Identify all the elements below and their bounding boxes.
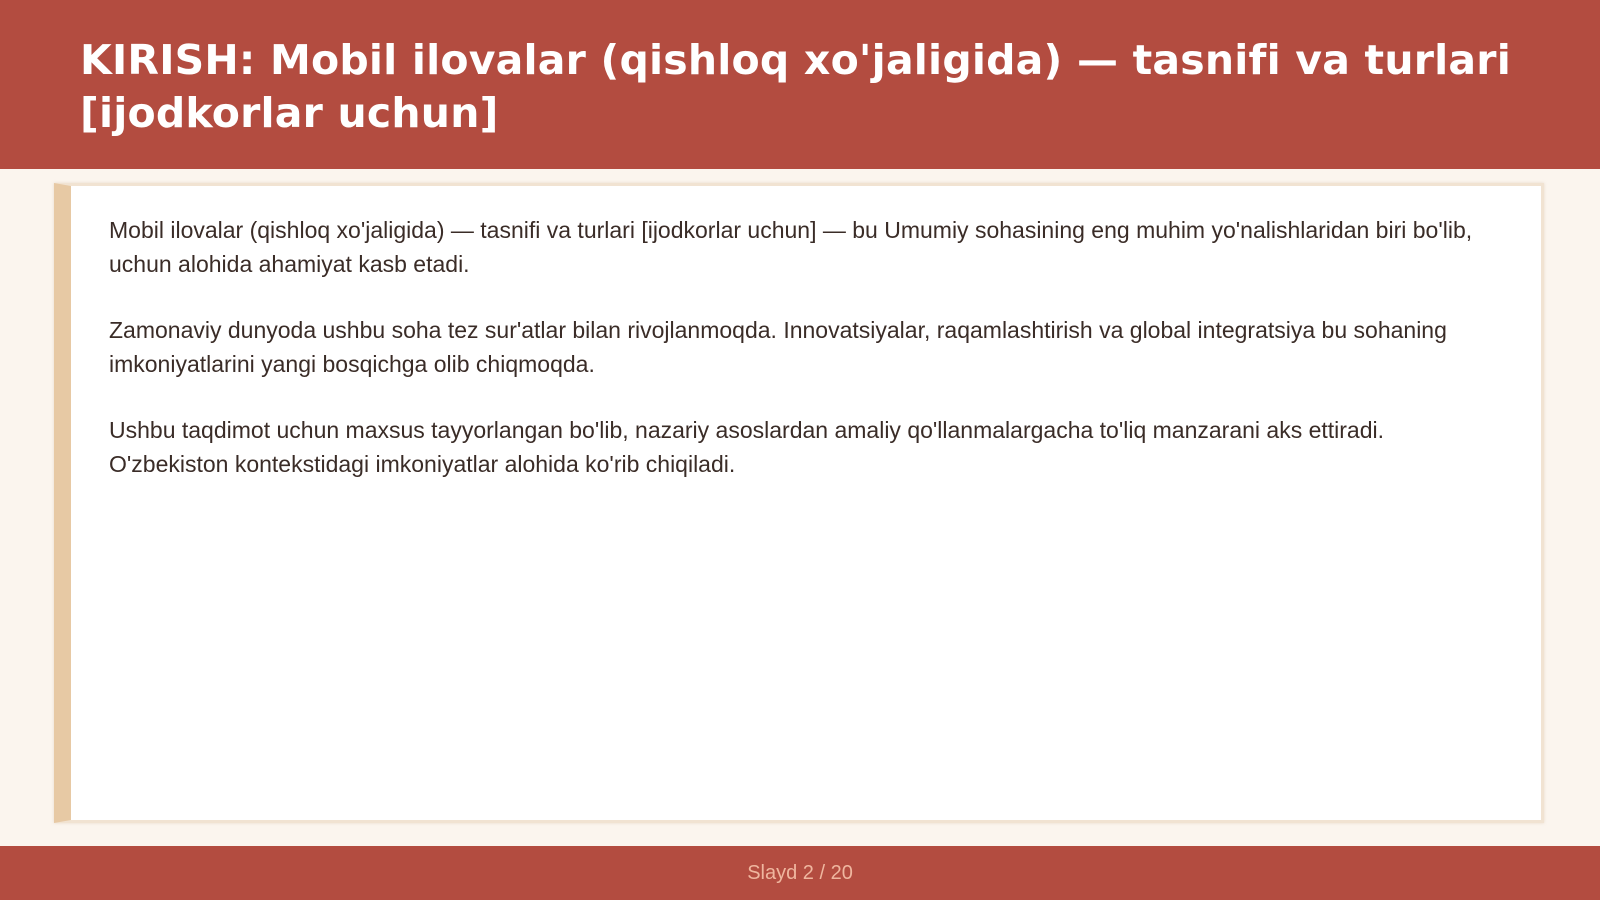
content-body (109, 214, 1499, 514)
content-card (54, 183, 1544, 823)
content-paragraph: Mobil ilovalar (qishloq xo'jaligida) — tasnifi va turlari [ijodkorlar uchun] — bu Umumiy sohasining eng muhim yo'nalishlaridan biri bo'lib, uchun alohida ahamiyat kasb etadi. (109, 217, 1473, 277)
slide-header (0, 0, 1600, 169)
slide-number: Slayd 2 / 20 (747, 862, 853, 884)
slide-title: KIRISH: Mobil ilovalar (qishloq xo'jaligida) — tasnifi va turlari [ijodkorlar uchun] (80, 36, 1511, 137)
content-paragraph: Ushbu taqdimot uchun maxsus tayyorlangan bo'lib, nazariy asoslardan amaliy qo'llanmalargacha to'liq manzarani aks ettiradi. O'zbekiston kontekstidagi imkoniyatlar alohida ko'rib chiqiladi. (109, 417, 1385, 477)
slide-footer (0, 846, 1600, 900)
content-paragraph: Zamonaviy dunyoda ushbu soha tez sur'atlar bilan rivojlanmoqda. Innovatsiyalar, raqamlashtirish va global integratsiya bu sohaning imkoniyatlarini yangi bosqichga olib chiqmoqda. (109, 317, 1447, 377)
